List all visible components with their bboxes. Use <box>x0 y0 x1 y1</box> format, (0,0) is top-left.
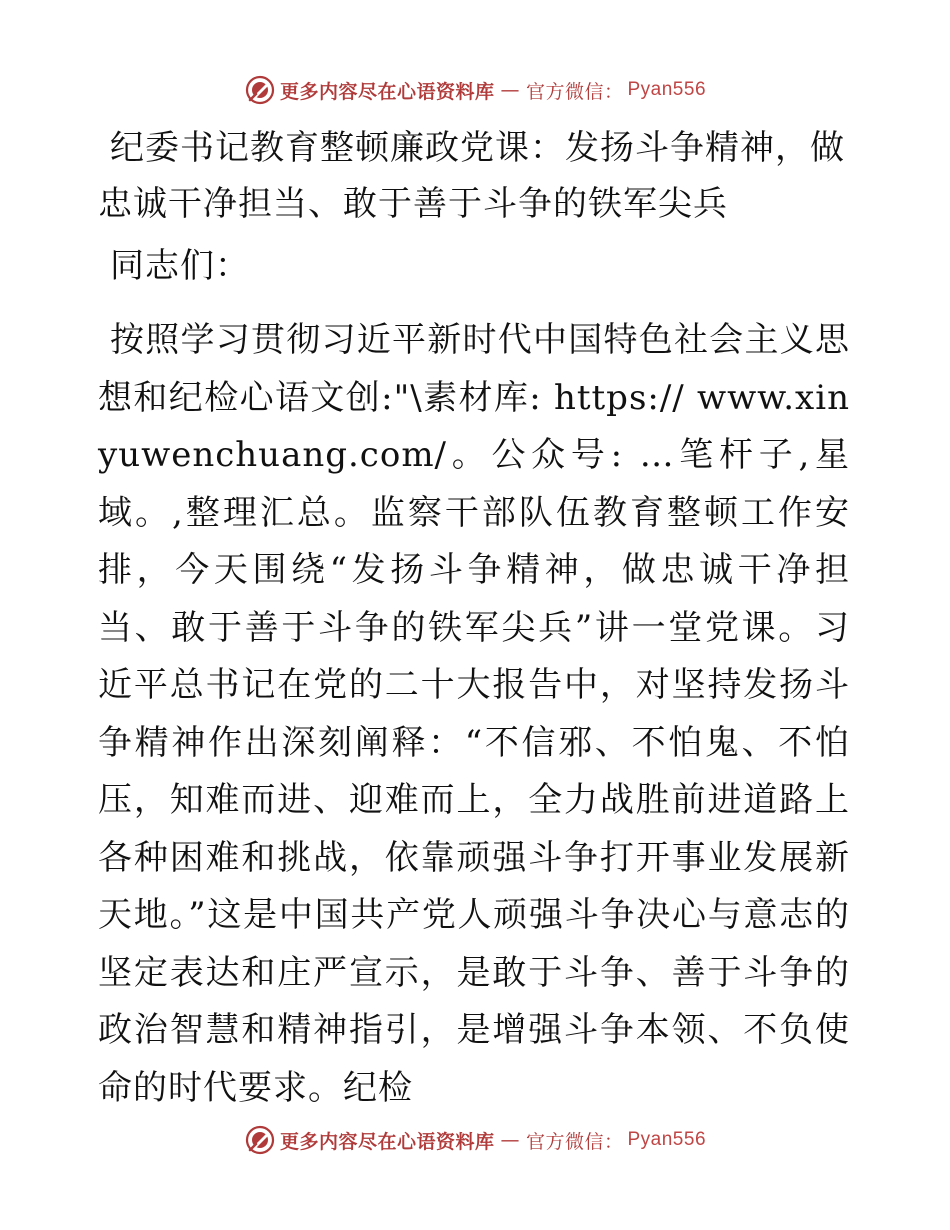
watermark-contact-label: 官方微信： <box>525 1130 624 1153</box>
watermark-main-text: 更多内容尽在心语资料库 <box>279 1130 495 1153</box>
watermark-separator: — <box>500 1129 520 1151</box>
pen-nib-logo-icon <box>244 1124 276 1156</box>
header-watermark <box>0 74 950 106</box>
document-paragraph: 按照学习贯彻习近平新时代中国特色社会主义思想和纪检心语文创:"\素材库: https:// www.xinyuwenchuang.com/。公众号: …笔杆子,星域。,整理汇总。监察干部队伍教育整顿工作安排，今天围绕“发扬斗争精神，做忠诚干净担当、敢于善于斗争的铁军尖兵”讲一堂党课。习近平总书记在党的二十大报告中，对坚持发扬斗争精神作出深刻阐释：“不信邪、不怕鬼、不怕压，知难而进、迎难而上，全力战胜前进道路上各种困难和挑战，依靠顽强斗争打开事业发展新天地。”这是中国共产党人顽强斗争决心与意志的坚定表达和庄严宣示，是敢于斗争、善于斗争的政治智慧和精神指引，是增强斗争本领、不负使命的时代要求。纪检 <box>98 320 850 1108</box>
pen-nib-logo-icon <box>244 74 276 106</box>
document-body <box>98 120 850 1117</box>
watermark-handle: Pyan556 <box>627 1129 707 1150</box>
watermark-contact-label: 官方微信： <box>525 80 624 103</box>
document-greeting: 同志们： <box>110 246 250 286</box>
document-title: 纪委书记教育整顿廉政党课：发扬斗争精神，做忠诚干净担当、敢于善于斗争的铁军尖兵 <box>98 128 845 224</box>
watermark-separator: — <box>500 79 520 101</box>
footer-watermark <box>0 1124 950 1156</box>
watermark-main-text: 更多内容尽在心语资料库 <box>279 80 495 103</box>
watermark-handle: Pyan556 <box>627 79 707 100</box>
